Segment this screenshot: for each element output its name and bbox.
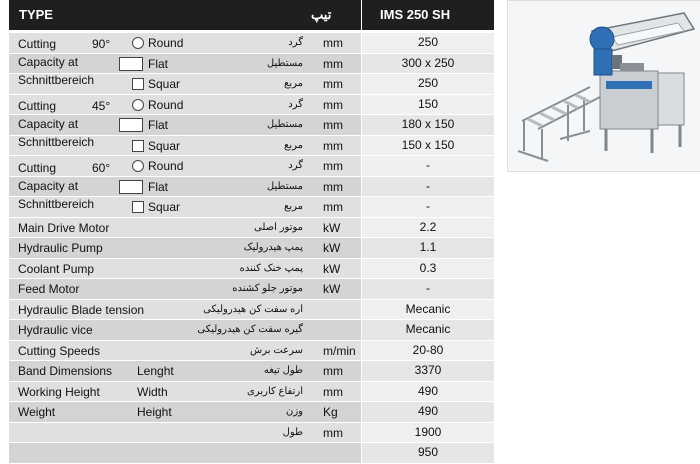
spec-row [9, 320, 494, 341]
angle-label: 60° [92, 160, 111, 175]
shape-label: Round [148, 159, 184, 173]
unit: kW [323, 220, 341, 235]
cutting-label: Cutting [18, 99, 57, 113]
spec-label: Coolant Pump [18, 261, 95, 276]
capacity-value: - [426, 158, 430, 172]
spec-value: 1.1 [419, 240, 437, 254]
spec-label-fa: سرعت برش [250, 344, 303, 356]
spec-row [9, 279, 494, 300]
schnittbereich-label: Schnittbereich [18, 196, 95, 211]
spec-value: 0.3 [419, 260, 437, 275]
capacity-group-label [18, 159, 138, 213]
spec-label: Hydraulic Pump [18, 241, 103, 255]
unit: mm [323, 200, 343, 214]
shape-label-fa: مستطیل [266, 119, 303, 130]
capacity-value: 150 [417, 96, 439, 111]
capacity-label: Capacity at [18, 117, 79, 131]
spec-value: 2.2 [419, 219, 437, 234]
spec-sheet [9, 0, 494, 459]
schnittbereich-label: Schnittbereich [18, 135, 95, 149]
spec-row [9, 423, 494, 444]
unit: mm [323, 179, 343, 194]
unit: mm [323, 97, 343, 112]
shape-label: Round [148, 97, 184, 112]
spec-value: 490 [417, 404, 439, 418]
spec-label-fa: موتور جلو کشنده [232, 283, 303, 294]
spec-label: Cutting Speeds [18, 343, 101, 358]
shape-label-fa: مربع [284, 201, 303, 212]
spec-label-fa: پمپ هیدرولیک [243, 242, 303, 253]
type-label: TYPE [19, 7, 53, 22]
spec-row [9, 361, 494, 382]
spec-label: Hydraulic vice [18, 323, 93, 337]
type-header [9, 0, 361, 30]
spec-label-fa: اره سفت کن هیدرولیکی [203, 303, 303, 315]
spec-row [9, 218, 494, 239]
spec-label: Feed Motor [18, 282, 80, 296]
shape-label-fa: گرد [288, 98, 303, 110]
shape-label-fa: مستطیل [266, 57, 303, 69]
spec-label-fa: طول تیغه [263, 365, 303, 376]
shape-label: Squar [148, 77, 181, 91]
spec-sublabel: Width [137, 384, 168, 399]
shape-label-fa: گرد [288, 160, 303, 171]
unit: mm [323, 118, 343, 132]
capacity-value: 180 x 150 [401, 117, 455, 131]
shape-label: Flat [148, 118, 169, 132]
spec-sublabel: Lenght [137, 364, 174, 378]
unit: mm [323, 425, 343, 440]
cutting-label: Cutting [18, 160, 57, 175]
unit: mm [323, 138, 343, 153]
machine-photo [507, 0, 700, 172]
spec-value: Mecanic [405, 301, 451, 316]
band-saw-illustration [508, 1, 700, 171]
spec-label: Working Height [18, 384, 100, 399]
spec-row [9, 402, 494, 423]
capacity-label: Capacity at [18, 55, 79, 69]
spec-value: 20-80 [412, 342, 444, 357]
spec-row [9, 341, 494, 362]
capacity-value: 250 [417, 35, 439, 49]
spec-sublabel: Height [137, 405, 172, 419]
shape-label: Round [148, 36, 184, 50]
capacity-value: 150 x 150 [401, 137, 455, 152]
spec-row [9, 443, 494, 464]
capacity-label: Capacity at [18, 178, 79, 193]
angle-label: 90° [92, 37, 111, 51]
spec-value: 1900 [414, 424, 442, 439]
unit: mm [323, 384, 343, 399]
spec-row [9, 238, 494, 259]
capacity-value: 250 [417, 76, 439, 90]
capacity-value: - [426, 178, 430, 193]
spec-label: Weight [18, 405, 56, 419]
unit: mm [323, 36, 343, 50]
shape-label-fa: مربع [284, 78, 303, 89]
spec-label: Main Drive Motor [18, 220, 110, 235]
unit: mm [323, 77, 343, 91]
spec-value: 950 [417, 445, 439, 459]
type-label-fa: تیپ [311, 7, 332, 22]
model-name: IMS 250 SH [380, 7, 451, 22]
spec-row [9, 382, 494, 403]
shape-label-fa: مربع [284, 139, 303, 151]
schnittbereich-label: Schnittbereich [18, 73, 95, 87]
spec-row [9, 259, 494, 280]
spec-row [9, 300, 494, 321]
shape-label: Flat [148, 56, 169, 71]
spec-label: Hydraulic Blade tension [18, 302, 145, 317]
spec-label-fa: گیره سفت کن هیدرولیکی [197, 324, 303, 335]
unit: m/min [323, 343, 356, 358]
spec-label: Band Dimensions [18, 364, 113, 378]
shape-label: Squar [148, 138, 181, 153]
capacity-group-label [18, 97, 138, 151]
unit: kW [323, 282, 341, 296]
spec-value: - [426, 281, 430, 295]
shape-label-fa: گرد [288, 37, 303, 48]
capacity-group-label [18, 35, 138, 89]
shape-label: Squar [148, 200, 181, 214]
cutting-label: Cutting [18, 37, 57, 51]
unit: kW [323, 241, 341, 255]
spec-label-fa: پمپ خنک کننده [239, 262, 303, 274]
model-header [362, 0, 494, 30]
spec-label-fa: موتور اصلی [254, 221, 303, 233]
unit: mm [323, 159, 343, 173]
shape-label-fa: مستطیل [266, 180, 303, 192]
spec-label-fa: ارتفاع کاربری [246, 385, 303, 397]
unit: mm [323, 364, 343, 378]
unit: Kg [323, 405, 338, 419]
spec-value: 490 [417, 383, 439, 398]
capacity-value: - [426, 199, 430, 213]
spec-value: 3370 [414, 363, 442, 377]
spec-value: Mecanic [405, 322, 451, 336]
unit: kW [323, 261, 341, 276]
angle-label: 45° [92, 99, 111, 113]
shape-label: Flat [148, 179, 169, 194]
capacity-value: 300 x 250 [401, 55, 455, 70]
spec-label-fa: طول [282, 426, 303, 438]
spec-label-fa: وزن [285, 406, 303, 417]
unit: mm [323, 56, 343, 71]
